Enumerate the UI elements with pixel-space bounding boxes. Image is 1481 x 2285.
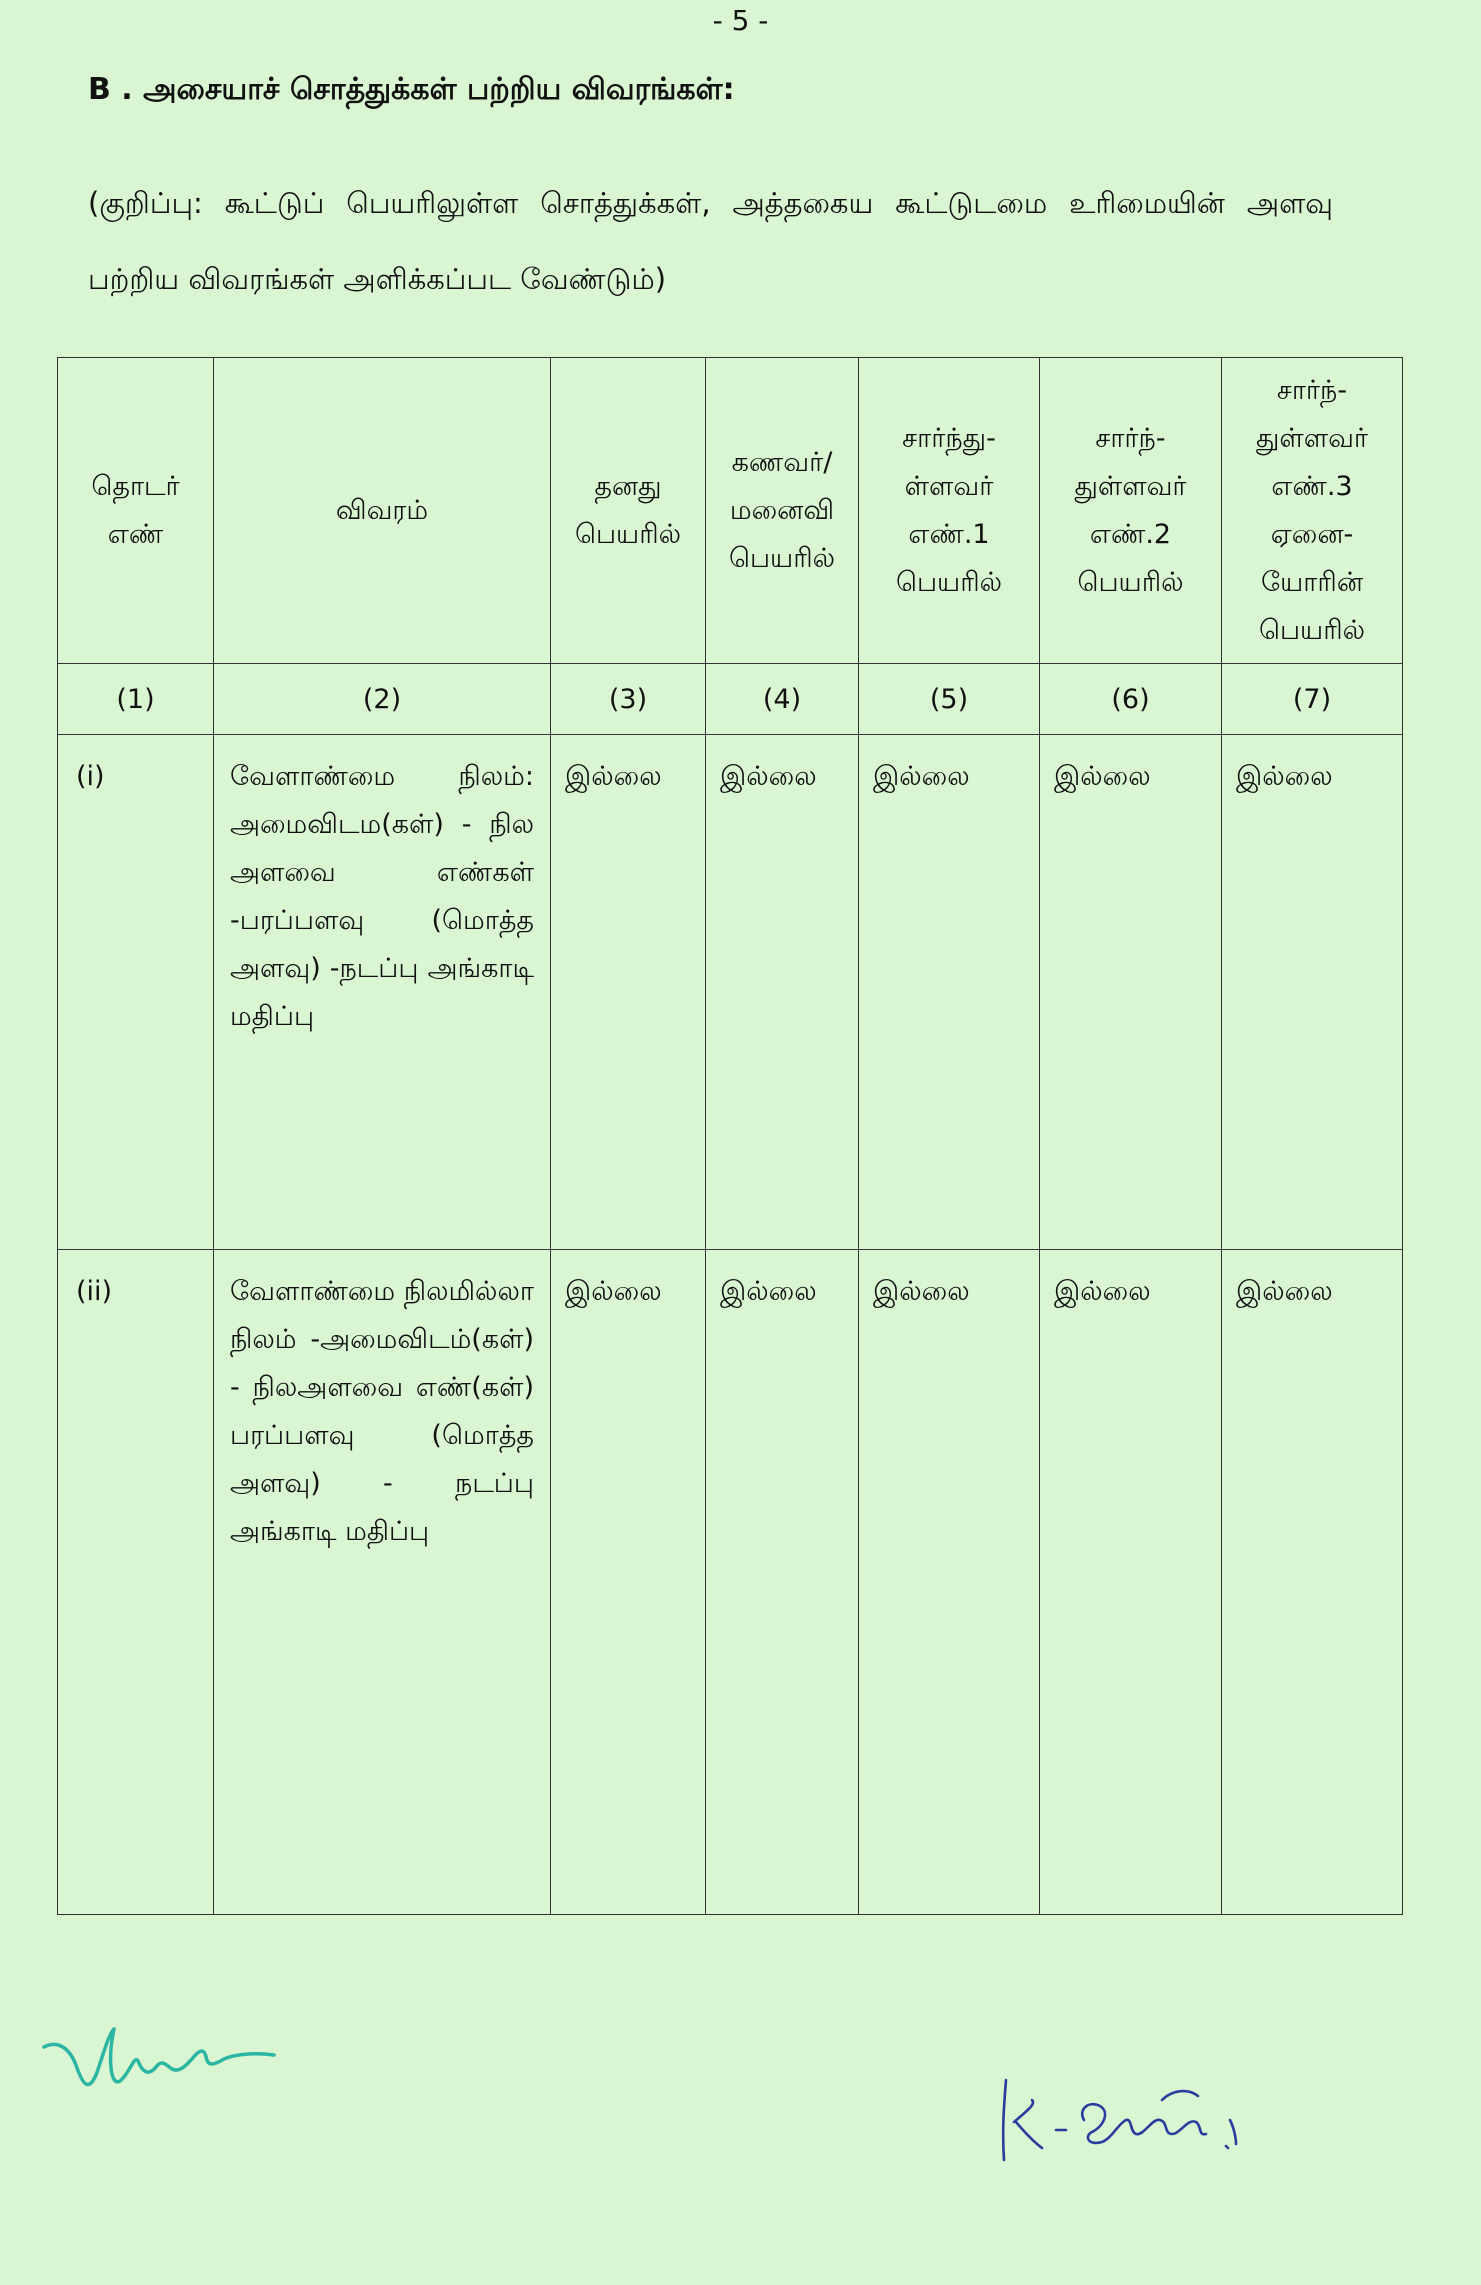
header-dependent-2: சார்ந்- துள்ளவர் எண்.2 பெயரில் [1040,358,1222,664]
column-number: (4) [706,664,859,735]
row-description: வேளாண்மை நிலமில்லா நிலம் -அமைவிடம்(கள்) - நிலஅளவை எண்(கள்) பரப்பளவு (மொத்த அளவு) - நடப்பு அங்காடி மதிப்பு [214,1250,551,1915]
left-signature [38,2005,288,2115]
immovable-assets-table [57,357,1403,1915]
page-number: - 5 - [712,4,769,37]
row-value: இல்லை [859,1250,1040,1915]
row-value: இல்லை [551,735,706,1250]
row-value: இல்லை [1040,1250,1222,1915]
row-serial: (ii) [58,1250,214,1915]
column-number-row [58,664,1403,735]
table-row [58,1250,1403,1915]
header-dependent-1: சார்ந்து- ள்ளவர் எண்.1 பெயரில் [859,358,1040,664]
right-signature [992,2060,1262,2170]
row-description: வேளாண்மை நிலம்: அமைவிடம(கள்) - நில அளவை எண்கள் -பரப்பளவு (மொத்த அளவு) -நடப்பு அங்காடி மதிப்பு [214,735,551,1250]
row-value: இல்லை [1222,735,1403,1250]
column-number: (1) [58,664,214,735]
row-value: இல்லை [706,735,859,1250]
table-row [58,735,1403,1250]
row-value: இல்லை [1222,1250,1403,1915]
column-number: (3) [551,664,706,735]
section-heading: B . அசையாச் சொத்துக்கள் பற்றிய விவரங்கள்: [88,72,735,107]
column-number: (6) [1040,664,1222,735]
column-number: (2) [214,664,551,735]
header-dependent-3: சார்ந்- துள்ளவர் எண்.3 ஏனை- யோரின் பெயரில் [1222,358,1403,664]
note-text: (குறிப்பு: கூட்டுப் பெயரிலுள்ள சொத்துக்கள், அத்தகைய கூட்டுடமை உரிமையின் அளவு பற்றிய விவரங்கள் அளிக்கப்பட வேண்டும்) [88,186,1333,296]
header-serial-number: தொடர் எண் [58,358,214,664]
header-description: விவரம் [214,358,551,664]
row-value: இல்லை [551,1250,706,1915]
column-number: (5) [859,664,1040,735]
header-spouse-name: கணவர்/ மனைவி பெயரில் [706,358,859,664]
row-serial: (i) [58,735,214,1250]
row-value: இல்லை [1040,735,1222,1250]
table-header-row [58,358,1403,664]
column-number: (7) [1222,664,1403,735]
header-self-name: தனது பெயரில் [551,358,706,664]
row-value: இல்லை [859,735,1040,1250]
row-value: இல்லை [706,1250,859,1915]
